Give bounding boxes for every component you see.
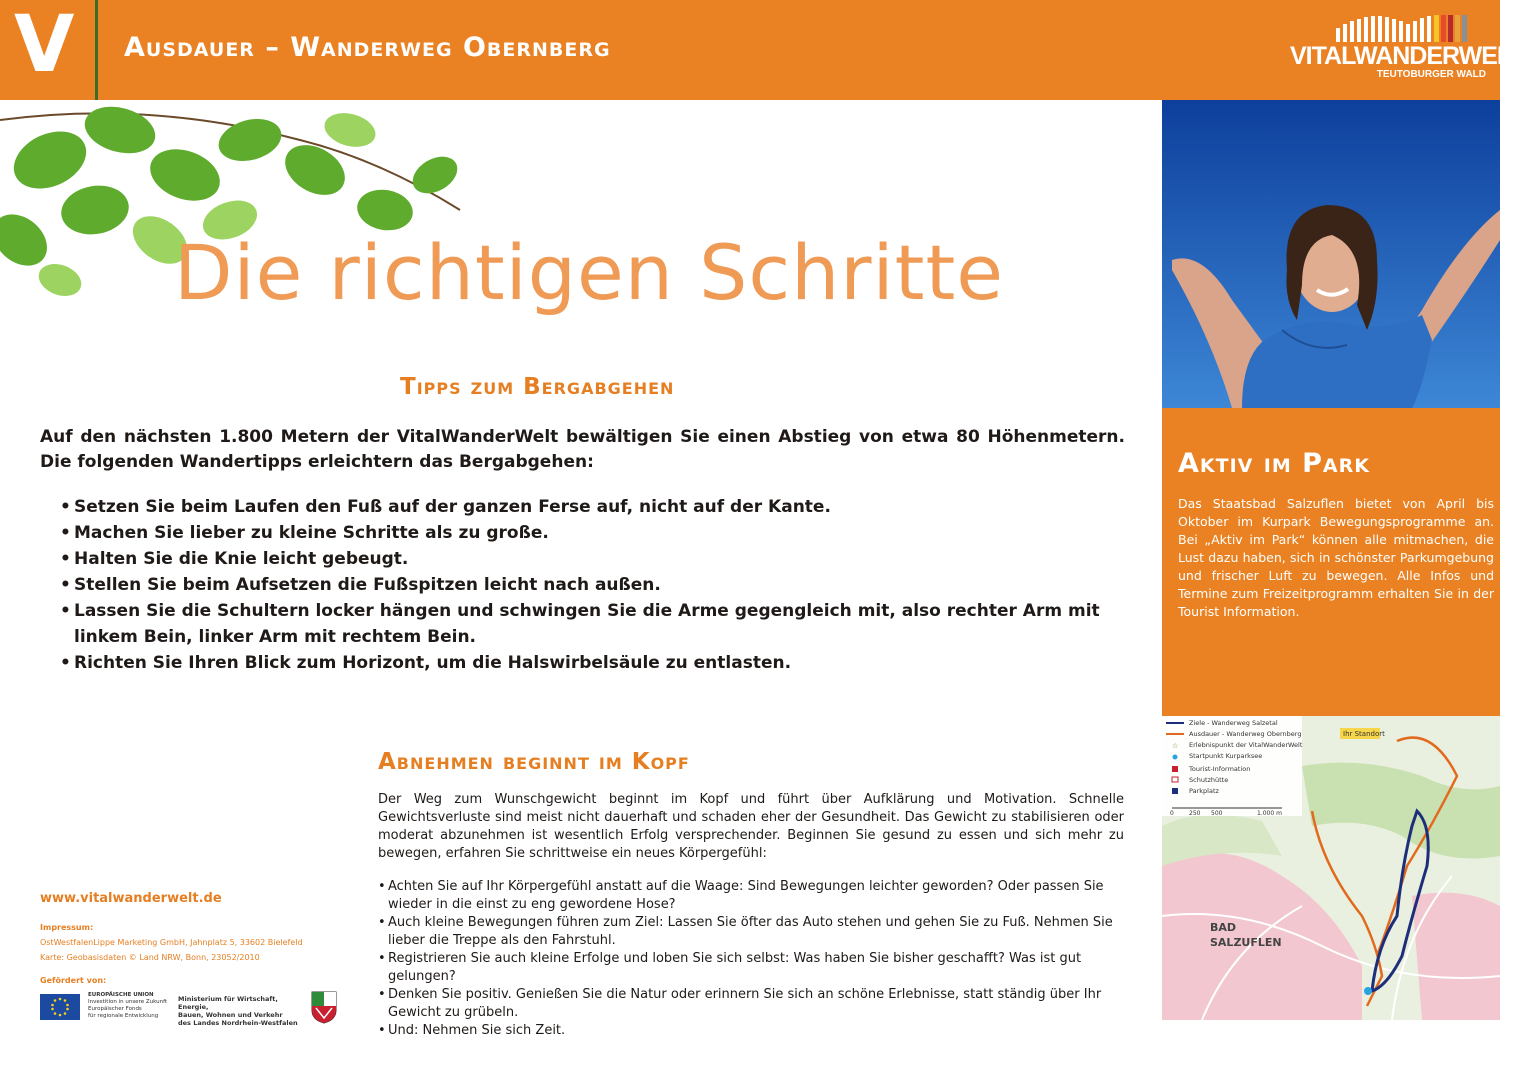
legend-item: Ziele - Wanderweg Salzetal bbox=[1189, 719, 1278, 727]
logo-arches-icon bbox=[1334, 12, 1474, 42]
list-item: • Richten Sie Ihren Blick zum Horizont, um die Halswirbelsäule zu entlasten. bbox=[60, 650, 1125, 676]
impressum-line: Karte: Geobasisdaten © Land NRW, Bonn, 23052/2010 bbox=[40, 953, 260, 962]
scale-label: 250 bbox=[1189, 810, 1201, 817]
vitalwanderwelt-logo bbox=[1290, 12, 1524, 90]
ministry-line: Ministerium für Wirtschaft, Energie, bbox=[178, 995, 278, 1011]
legend-item: Schutzhütte bbox=[1189, 776, 1229, 784]
website-link[interactable]: www.vitalwanderwelt.de bbox=[40, 891, 222, 906]
ministry-line: Bauen, Wohnen und Verkehr bbox=[178, 1011, 283, 1019]
tips-list bbox=[60, 494, 1125, 676]
funded-label: Gefördert von: bbox=[40, 976, 107, 985]
v-letter: V bbox=[14, 0, 75, 90]
legend-item: Startpunkt Kurparksee bbox=[1189, 752, 1263, 760]
aside-title: Aktiv im Park bbox=[1178, 448, 1370, 479]
map-hut-icon bbox=[1172, 777, 1178, 782]
eu-line: Europäischer Fonds bbox=[88, 1006, 142, 1012]
legend-item: Tourist-Information bbox=[1189, 765, 1251, 773]
list-item: • Achten Sie auf Ihr Körpergefühl anstatt auf die Waage: Sind Bewegungen leichter geworden? Oder passen Sie wieder in die einst zu eng gewordene Hose? bbox=[378, 878, 1124, 914]
list-item: • Denken Sie positiv. Genießen Sie die Natur oder erinnern Sie sich an schöne Erlebnisse, statt ständig über Ihr Gewicht zu grübeln. bbox=[378, 986, 1124, 1022]
nrw-crest-icon bbox=[310, 990, 338, 1024]
scale-label: 1.000 m bbox=[1257, 810, 1282, 817]
list-item: • Stellen Sie beim Aufsetzen die Fußspitzen leicht nach außen. bbox=[60, 572, 1125, 598]
standort-label: Ihr Standort bbox=[1343, 730, 1385, 738]
list-item: • Und: Nehmen Sie sich Zeit. bbox=[378, 1022, 1124, 1040]
aktiv-im-park-panel bbox=[1162, 408, 1500, 716]
legend-item: Erlebnispunkt der VitalWanderWelt bbox=[1189, 741, 1303, 749]
route-map bbox=[1162, 716, 1500, 1020]
headline: Die richtigen Schritte bbox=[174, 228, 1005, 317]
logo-name: VITALWANDERWELT bbox=[1290, 42, 1524, 70]
map-star-icon: ☆ bbox=[1172, 742, 1179, 750]
impressum-label: Impressum: bbox=[40, 923, 94, 932]
map-parking-icon bbox=[1172, 788, 1178, 794]
list-item: • Machen Sie lieber zu kleine Schritte als zu große. bbox=[60, 520, 1125, 546]
map-tourist-info-icon bbox=[1172, 766, 1178, 772]
woman-photo bbox=[1162, 100, 1500, 408]
ministry-text bbox=[178, 995, 308, 1027]
list-item: • Halten Sie die Knie leicht gebeugt. bbox=[60, 546, 1125, 572]
list-item: • Setzen Sie beim Laufen den Fuß auf der ganzen Ferse auf, nicht auf der Kante. bbox=[60, 494, 1125, 520]
intro-paragraph: Auf den nächsten 1.800 Metern der VitalWanderWelt bewältigen Sie einen Abstieg von etwa 80 Höhenmetern. Die folgenden Wandertipps erleichtern das Bergabgehen: bbox=[40, 427, 1125, 472]
impressum-line: OstWestfalenLippe Marketing GmbH, Jahnplatz 5, 33602 Bielefeld bbox=[40, 938, 303, 947]
section-title-abnehmen: Abnehmen beginnt im Kopf bbox=[378, 749, 690, 775]
eu-text bbox=[88, 992, 170, 1020]
abnehmen-list bbox=[378, 878, 1124, 1040]
ministry-line: des Landes Nordrhein-Westfalen bbox=[178, 1019, 298, 1027]
scale-label: 500 bbox=[1211, 810, 1223, 817]
section-title-bergabgehen: Tipps zum Bergabgehen bbox=[400, 374, 675, 400]
eu-line: Investition in unsere Zukunft bbox=[88, 999, 168, 1005]
abnehmen-paragraph: Der Weg zum Wunschgewicht beginnt im Kopf und führt über Aufklärung und Motivation. Schnelle Gewichtsverluste sind meist nicht dauerhaft und schaden eher der Gesundheit. Das Gewicht zu stabilisieren oder moderat abzunehmen ist wesentlich Erfolg versprechender. Beginnen Sie gesund zu essen und sich mehr zu bewegen, erfahren Sie schrittweise ein neues Körpergefühl: bbox=[378, 792, 1124, 861]
map-start-icon bbox=[1173, 755, 1178, 760]
logo-subtitle: TEUTOBURGER WALD bbox=[1376, 69, 1486, 80]
header-bar bbox=[0, 0, 1524, 100]
eu-line: EUROPÄISCHE UNION bbox=[88, 992, 154, 998]
legend-item: Ausdauer - Wanderweg Obernberg bbox=[1189, 730, 1302, 738]
page-title: Ausdauer – Wanderweg Obernberg bbox=[124, 32, 611, 63]
v-badge bbox=[0, 0, 98, 100]
list-item: • Auch kleine Bewegungen führen zum Ziel: Lassen Sie öfter das Auto stehen und gehen Sie zu Fuß. Nehmen Sie lieber die Treppe als den Fahrstuhl. bbox=[378, 914, 1124, 950]
eu-flag-icon bbox=[40, 994, 80, 1020]
map-town-label: SALZUFLEN bbox=[1210, 936, 1282, 949]
eu-line: für regionale Entwicklung bbox=[88, 1013, 159, 1019]
scale-label: 0 bbox=[1170, 810, 1174, 817]
map-town-label: BAD bbox=[1210, 921, 1237, 934]
aside-text: Das Staatsbad Salzuflen bietet von April bis Oktober im Kurpark Bewegungsprogramme an. Bei „Aktiv im Park“ können alle mitmachen, die Lust dazu haben, sich in schönster Parkumgebung und frischer Luft zu bewegen. Alle Infos und Termine zum Freizeitprogramm erhalten Sie in der Tourist Information. bbox=[1178, 496, 1494, 619]
legend-item: Parkplatz bbox=[1189, 787, 1219, 795]
list-item: • Lassen Sie die Schultern locker hängen und schwingen Sie die Arme gegengleich mit, also rechter Arm mit linkem Bein, linker Arm mit rechtem Bein. bbox=[60, 598, 1125, 650]
list-item: • Registrieren Sie auch kleine Erfolge und loben Sie sich selbst: Was haben Sie bisher geschafft? Was ist gut gelungen? bbox=[378, 950, 1124, 986]
